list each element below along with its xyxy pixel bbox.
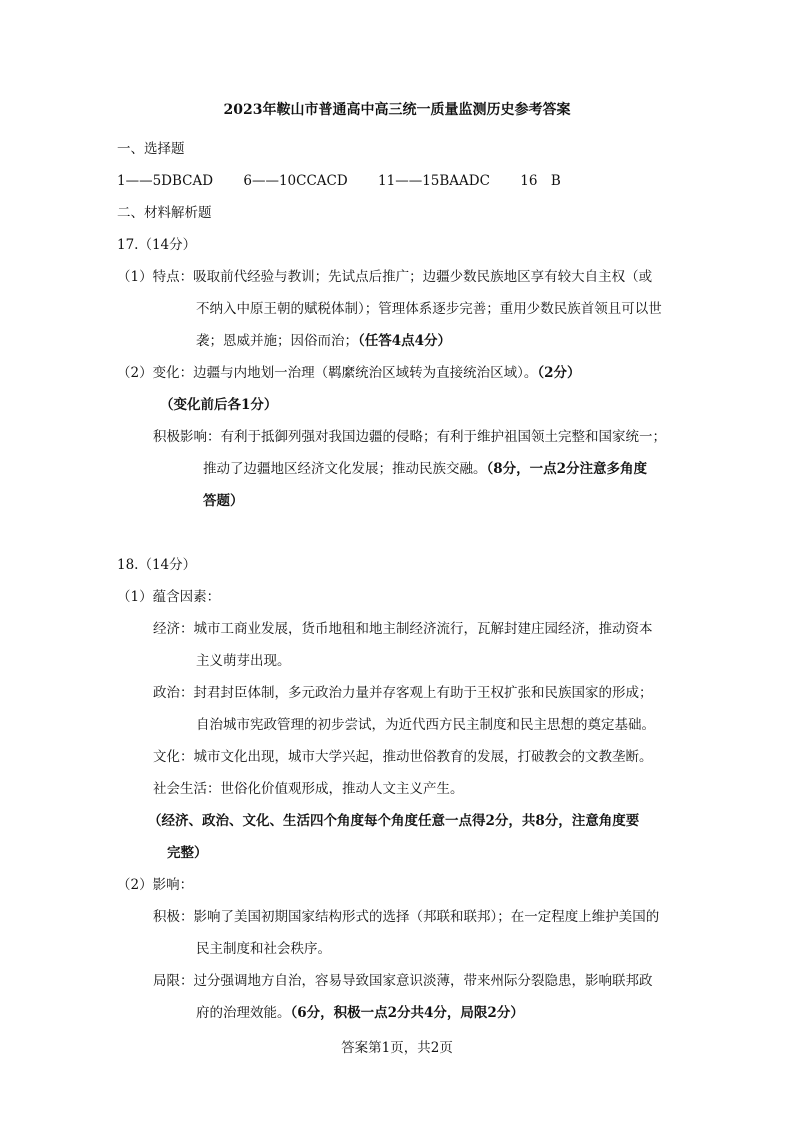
section-material-heading: 二、材料解析题 — [117, 205, 212, 221]
q18-part1-score-line2: 完整） — [167, 845, 208, 861]
q18-culture-line1: 文化：城市文化出现，城市大学兴起，推动世俗教育的发展，打破教会的文教垄断。 — [153, 749, 653, 765]
q17-part1-score: （任答4点4分） — [358, 333, 452, 349]
q18-economy-line1: 经济：城市工商业发展，货币地租和地主制经济流行，瓦解封建庄园经济，推动资本 — [153, 621, 653, 637]
q18-limitation-line2 — [196, 1007, 524, 1021]
q17-part2-score: （2分） — [537, 365, 581, 381]
q17-part2-line1-text: （2）变化：边疆与内地划一治理（羁縻统治区域转为直接统治区域）。 — [117, 365, 538, 381]
choice-answer-6-10: 6——10CCACD — [243, 173, 348, 189]
q17-part1-line1: （1）特点：吸取前代经验与教训；先试点后推广；边疆少数民族地区享有较大自主权（或 — [117, 269, 653, 285]
q18-politics-line2: 自治城市宪政管理的初步尝试，为近代西方民主制度和民主思想的奠定基础。 — [196, 717, 655, 733]
q17-heading: 17.（14分） — [117, 237, 197, 253]
q17-part2-line4-text: 推动了边疆地区经济文化发展；推动民族交融。 — [203, 461, 487, 477]
q18-part2-score: （6分，积极一点2分共4分，局限2分） — [290, 1005, 524, 1021]
q18-part2-heading: （2）影响： — [117, 877, 194, 893]
q18-heading: 18.（14分） — [117, 557, 197, 573]
choice-answer-11-15: 11——15BAADC — [378, 173, 490, 189]
q17-part1-line3 — [196, 335, 451, 349]
q18-limitation-line1: 局限：过分强调地方自治，容易导致国家意识淡薄，带来州际分裂隐患，影响联邦政 — [153, 973, 653, 989]
q18-politics-line1: 政治：封君封臣体制，多元政治力量并存客观上有助于王权扩张和民族国家的形成； — [153, 685, 653, 701]
page-footer: 答案第1页，共2页 — [341, 1040, 453, 1056]
q18-positive-line2: 民主制度和社会秩序。 — [196, 941, 331, 957]
page-title: 2023年鞍山市普通高中高三统一质量监测历史参考答案 — [223, 102, 571, 118]
q17-part2-score-note: （变化前后各1分） — [160, 397, 278, 413]
q18-part1-heading: （1）蕴含因素： — [117, 589, 221, 605]
q17-part1-line3-text: 袭；恩威并施；因俗而治； — [196, 333, 358, 349]
q18-limitation-line2-text: 府的治理效能。 — [196, 1005, 291, 1021]
choice-answers — [117, 175, 561, 189]
q17-part2-line3: 积极影响：有利于抵御列强对我国边疆的侵略；有利于维护祖国领土完整和国家统一； — [153, 429, 666, 445]
q18-part1-score-line1: （经济、政治、文化、生活四个角度每个角度任意一点得2分，共8分，注意角度要 — [148, 813, 640, 829]
q17-part2-line4 — [203, 463, 647, 477]
q18-economy-line2: 主义萌芽出现。 — [196, 653, 291, 669]
q17-part2-score2-cont: 答题） — [203, 493, 244, 509]
q17-part1-line2: 不纳入中原王朝的赋税体制）；管理体系逐步完善；重用少数民族首领且可以世 — [196, 301, 662, 317]
choice-answer-16: 16 B — [520, 173, 561, 189]
q18-society-line1: 社会生活：世俗化价值观形成，推动人文主义产生。 — [153, 781, 464, 797]
section-choice-heading: 一、选择题 — [117, 141, 185, 157]
q17-part2-score2: （8分，一点2分注意多角度 — [486, 461, 648, 477]
choice-answer-1-5: 1——5DBCAD — [117, 173, 214, 189]
q17-part2-line1 — [117, 367, 581, 381]
q18-positive-line1: 积极：影响了美国初期国家结构形式的选择（邦联和联邦）；在一定程度上维护美国的 — [153, 909, 660, 925]
